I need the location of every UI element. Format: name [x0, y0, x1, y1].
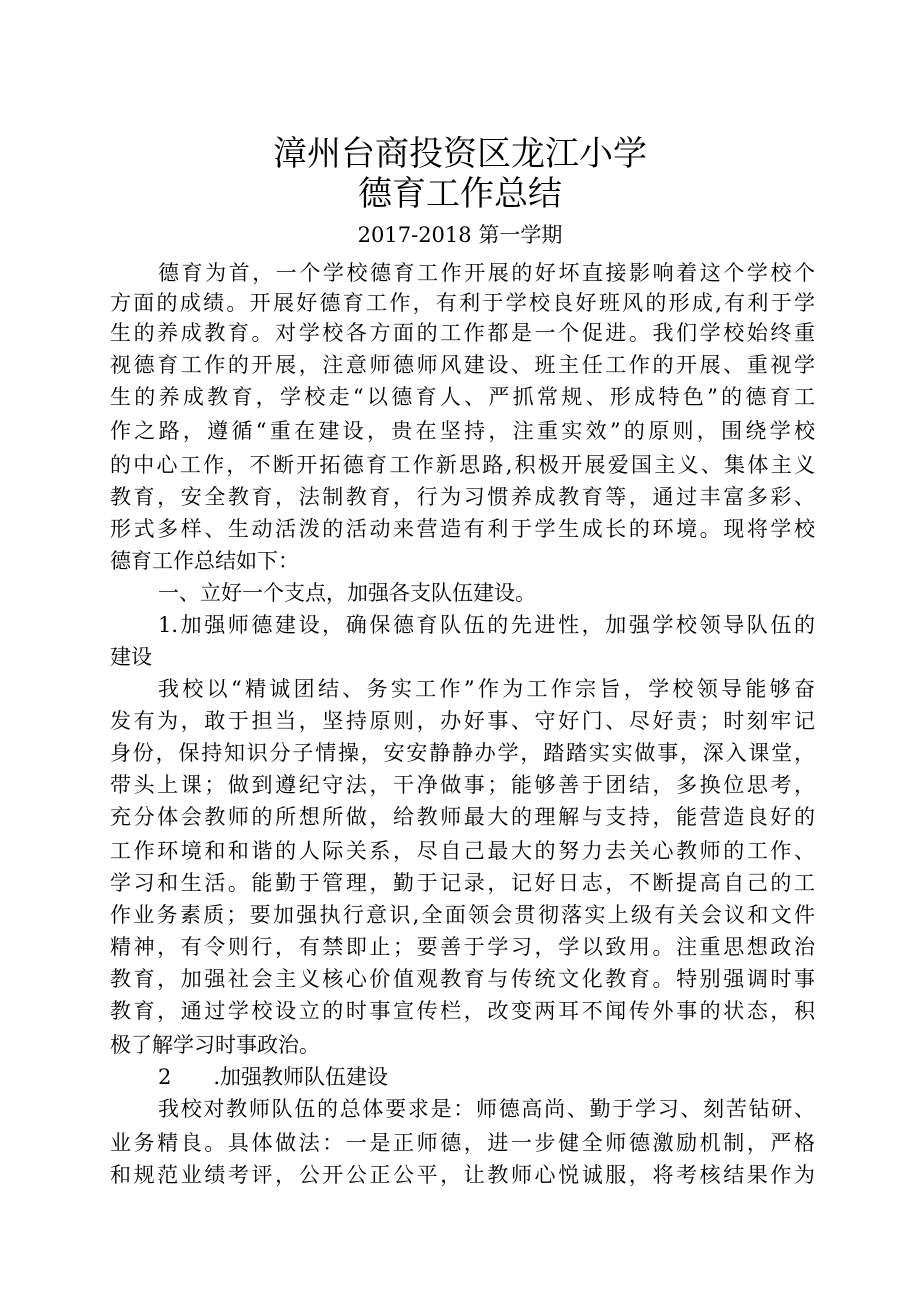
- subsection-heading-cont: 建设: [110, 645, 152, 669]
- text-line: 生的养成教育。对学校各方面的工作都是一个促进。我们学校始终重: [110, 321, 815, 345]
- text-line: 教育，通过学校设立的时事宣传栏，改变两耳不闻传外事的状态，积: [110, 999, 815, 1023]
- subsection-heading: 1.加强师德建设，确保德育队伍的先进性，加强学校领导队伍的: [158, 613, 815, 637]
- text-line: 发有为，敢于担当，坚持原则，办好事、守好门、尽好责；时刻牢记: [110, 709, 815, 733]
- text-line: 视德育工作的开展，注意师德师风建设、班主任工作的开展、重视学: [110, 353, 815, 377]
- text-line: 德育为首，一个学校德育工作开展的好坏直接影响着这个学校个: [158, 261, 815, 285]
- text-line: 形式多样、生动活泼的活动来营造有利于学生成长的环境。现将学校: [110, 517, 815, 541]
- text-line: 作之路，遵循“重在建设，贵在坚持，注重实效”的原则，围绕学校: [110, 419, 815, 443]
- text-line: 德育工作总结如下：: [110, 549, 299, 573]
- text-line: 工作环境和和谐的人际关系，尽自己最大的努力去关心教师的工作、: [110, 839, 815, 863]
- text-line: 教育，安全教育，法制教育，行为习惯养成教育等，通过丰富多彩、: [110, 485, 815, 509]
- text-line: 业务精良。具体做法：一是正师德，进一步健全师德激励机制，严格: [110, 1131, 815, 1155]
- text-line: 教育，加强社会主义核心价值观教育与传统文化教育。特别强调时事: [110, 967, 815, 991]
- text-line: 精神，有令则行，有禁即止；要善于学习，学以致用。注重思想政治: [110, 935, 815, 959]
- text-line: 我校以“精诚团结、务实工作”作为工作宗旨，学校领导能够奋: [158, 677, 815, 701]
- document-title: 漳州台商投资区龙江小学: [273, 134, 647, 174]
- document-subtitle: 德育工作总结: [358, 174, 562, 214]
- text-line: 作业务素质；要加强执行意识,全面领会贯彻落实上级有关会议和文件: [110, 903, 815, 927]
- section-heading: 一、立好一个支点，加强各支队伍建设。: [158, 581, 536, 605]
- text-line: 学习和生活。能勤于管理，勤于记录，记好日志，不断提高自己的工: [110, 871, 815, 895]
- text-line: 充分体会教师的所想所做，给教师最大的理解与支持，能营造良好的: [110, 805, 815, 829]
- text-line: 的中心工作，不断开拓德育工作新思路,积极开展爱国主义、集体主义: [110, 453, 815, 477]
- text-line: 极了解学习时事政治。: [110, 1033, 320, 1057]
- text-line: 和规范业绩考评，公开公正公平，让教师心悦诚服，将考核结果作为: [110, 1163, 815, 1187]
- text-line: 身份，保持知识分子情操，安安静静办学，踏踏实实做事，深入课堂，: [110, 741, 815, 765]
- subsection-heading: 2 .加强教师队伍建设: [158, 1065, 389, 1089]
- text-line: 生的养成教育，学校走“以德育人、严抓常规、形成特色”的德育工: [110, 385, 815, 409]
- term-label: 2017-2018 第一学期: [357, 223, 563, 247]
- text-line: 方面的成绩。开展好德育工作，有利于学校良好班风的形成,有利于学: [110, 291, 815, 315]
- text-line: 带头上课；做到遵纪守法，干净做事；能够善于团结，多换位思考，: [110, 773, 815, 797]
- text-line: 我校对教师队伍的总体要求是：师德高尚、勤于学习、刻苦钻研、: [158, 1097, 815, 1121]
